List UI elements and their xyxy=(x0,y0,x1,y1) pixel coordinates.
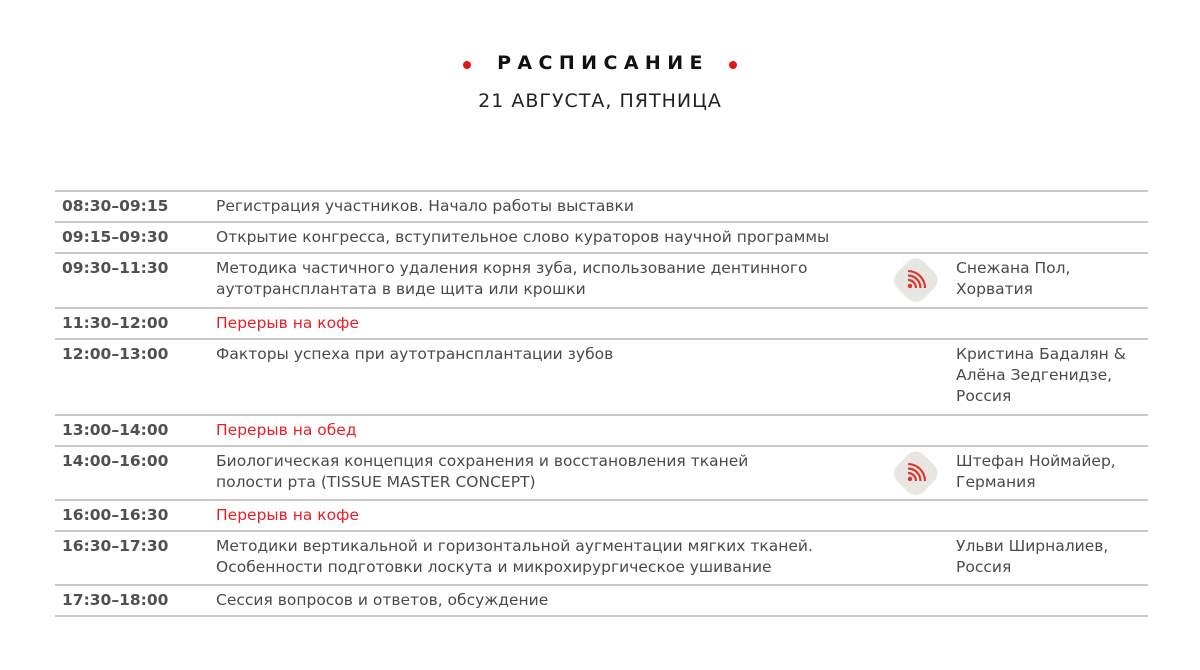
break-cell: Перерыв на обед xyxy=(216,421,357,439)
topic-cell xyxy=(216,447,886,499)
speaker-cell xyxy=(956,309,1148,338)
title-row xyxy=(0,48,1200,78)
schedule-row xyxy=(55,223,1148,254)
time-cell: 17:30–18:00 xyxy=(62,591,169,609)
speaker-name: Штефан Ноймайер, xyxy=(956,452,1116,470)
schedule-row xyxy=(55,254,1148,309)
icon-cell xyxy=(886,254,956,307)
page-title: РАСПИСАНИЕ xyxy=(497,52,709,74)
speaker-country: Германия xyxy=(956,473,1036,491)
topic-cell xyxy=(216,254,886,307)
schedule-row xyxy=(55,192,1148,223)
topic-cell: Факторы успеха при аутотрансплантации зубов xyxy=(216,345,614,363)
icon-cell xyxy=(886,192,956,221)
icon-cell xyxy=(886,532,956,584)
topic-line: Особенности подготовки лоскута и микрохирургическое ушивание xyxy=(216,558,772,576)
topic-line: Методика частичного удаления корня зуба, использование дентинного xyxy=(216,259,808,277)
speaker-name: Снежана Пол, xyxy=(956,259,1071,277)
topic-cell: Открытие конгресса, вступительное слово кураторов научной программы xyxy=(216,228,830,246)
break-cell: Перерыв на кофе xyxy=(216,314,359,332)
speaker-cell xyxy=(956,340,1148,414)
icon-cell xyxy=(886,586,956,615)
schedule-row xyxy=(55,416,1148,447)
red-dot-icon xyxy=(463,61,471,69)
topic-cell xyxy=(216,532,886,584)
rss-broadcast-icon[interactable] xyxy=(890,254,942,306)
speaker-cell xyxy=(956,501,1148,530)
speaker-country: Россия xyxy=(956,387,1012,405)
schedule-row xyxy=(55,501,1148,532)
speaker-cell xyxy=(956,532,1148,584)
break-cell: Перерыв на кофе xyxy=(216,506,359,524)
schedule-table xyxy=(55,190,1148,617)
topic-line: Методики вертикальной и горизонтальной аугментации мягких тканей. xyxy=(216,537,813,555)
icon-cell xyxy=(886,416,956,445)
topic-line: аутотрансплантата в виде щита или крошки xyxy=(216,280,586,298)
time-cell: 09:30–11:30 xyxy=(62,259,169,277)
schedule-row xyxy=(55,586,1148,617)
schedule-header xyxy=(0,48,1200,112)
speaker-name: Алёна Зедгенидзе, xyxy=(956,366,1113,384)
speaker-cell xyxy=(956,586,1148,615)
topic-cell: Регистрация участников. Начало работы выставки xyxy=(216,197,634,215)
date-subtitle: 21 АВГУСТА, ПЯТНИЦА xyxy=(478,90,722,112)
topic-line: Биологическая концепция сохранения и восстановления тканей xyxy=(216,452,749,470)
time-cell: 09:15–09:30 xyxy=(62,228,169,246)
schedule-row xyxy=(55,447,1148,501)
time-cell: 14:00–16:00 xyxy=(62,452,169,470)
time-cell: 08:30–09:15 xyxy=(62,197,169,215)
time-cell: 16:00–16:30 xyxy=(62,506,169,524)
topic-line: полости рта (TISSUE MASTER CONCEPT) xyxy=(216,473,536,491)
rss-broadcast-icon[interactable] xyxy=(890,447,942,499)
icon-cell xyxy=(886,309,956,338)
speaker-country: Россия xyxy=(956,558,1012,576)
icon-cell xyxy=(886,447,956,499)
speaker-cell xyxy=(956,254,1148,307)
speaker-country: Хорватия xyxy=(956,280,1034,298)
time-cell: 13:00–14:00 xyxy=(62,421,169,439)
red-dot-icon xyxy=(729,61,737,69)
speaker-cell xyxy=(956,223,1148,252)
icon-cell xyxy=(886,340,956,414)
time-cell: 11:30–12:00 xyxy=(62,314,169,332)
time-cell: 12:00–13:00 xyxy=(62,345,169,363)
icon-cell xyxy=(886,501,956,530)
speaker-name: Кристина Бадалян & xyxy=(956,345,1126,363)
schedule-row xyxy=(55,309,1148,340)
schedule-row xyxy=(55,532,1148,586)
speaker-cell xyxy=(956,416,1148,445)
speaker-cell xyxy=(956,447,1148,499)
time-cell: 16:30–17:30 xyxy=(62,537,169,555)
schedule-row xyxy=(55,340,1148,416)
icon-cell xyxy=(886,223,956,252)
topic-cell: Сессия вопросов и ответов, обсуждение xyxy=(216,591,549,609)
speaker-name: Ульви Ширналиев, xyxy=(956,537,1109,555)
speaker-cell xyxy=(956,192,1148,221)
